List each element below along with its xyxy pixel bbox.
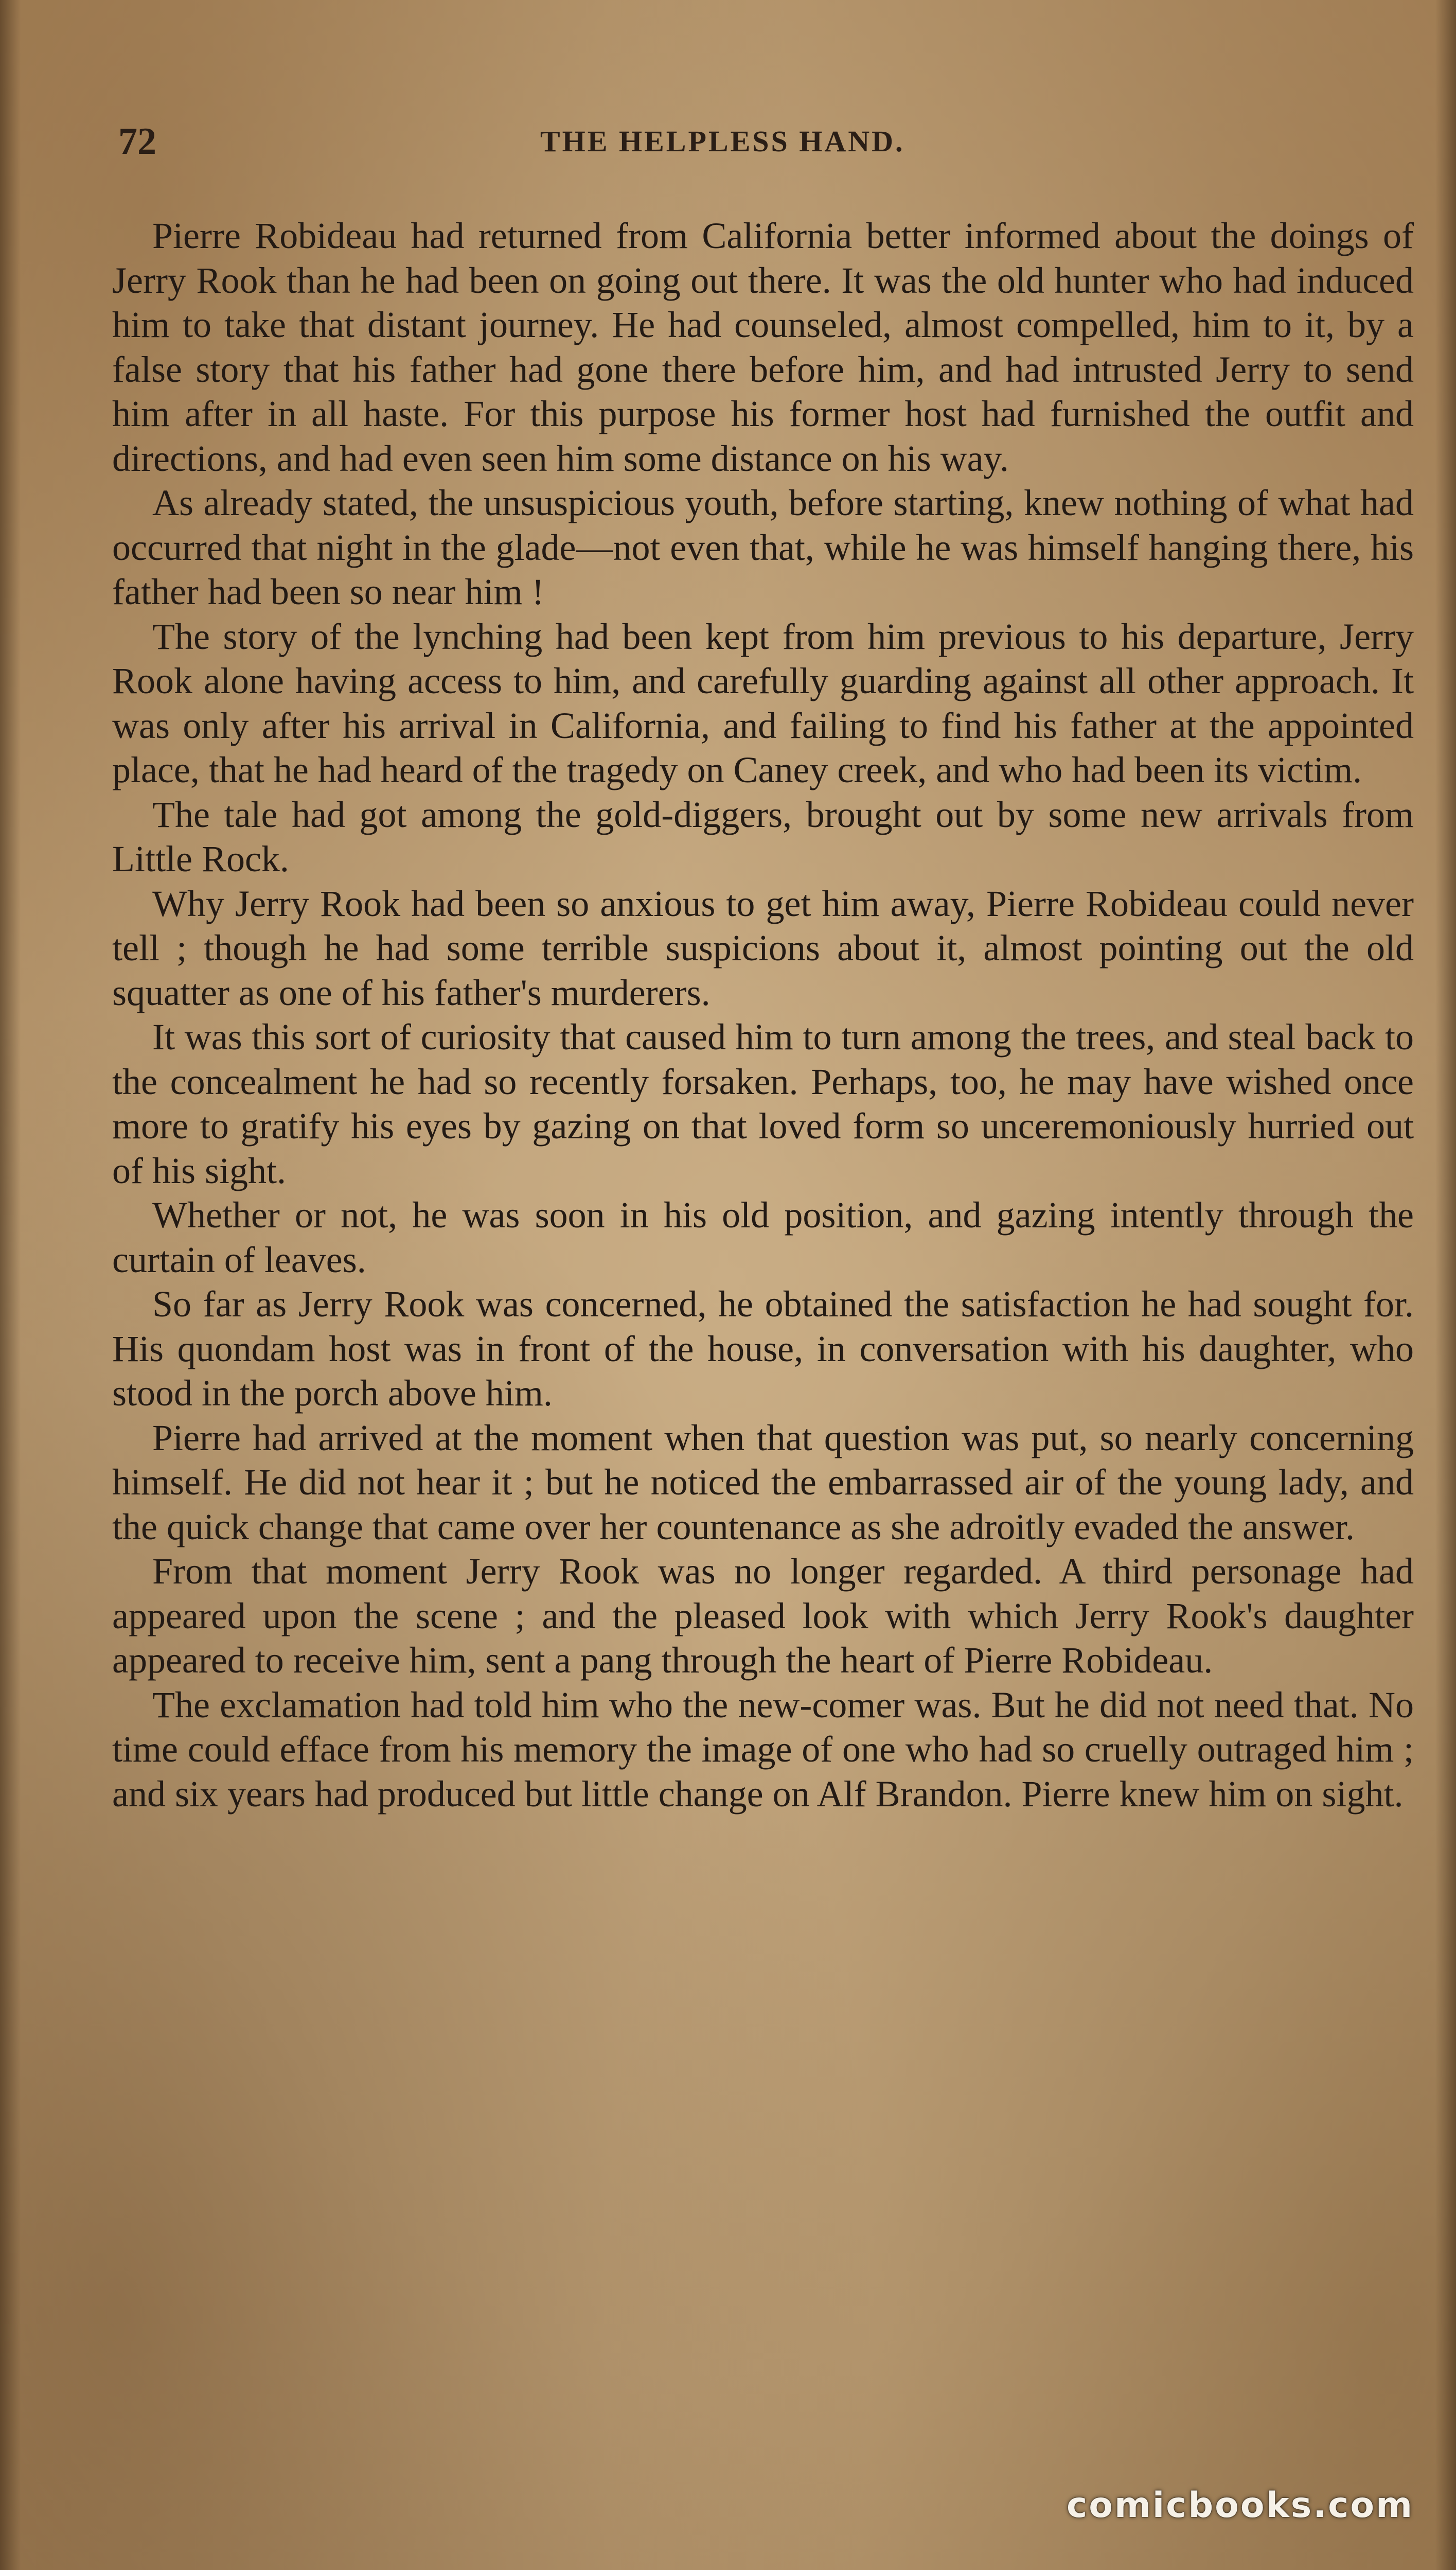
paragraph-10: From that moment Jerry Rook was no longer regarded. A third personage had appeared upon the scene ; and the pleased look with which Jerry Rook's daughter appeared to receive him, sent a pang through the heart of Pierre Robideau. [112, 1551, 1414, 1681]
paragraph-11: The exclamation had told him who the new-comer was. But he did not need that. No time could efface from his memory the image of one who had so cruelly outraged him ; and six years had produced but little change on Alf Brandon. Pierre knew him on sight. [112, 1684, 1414, 1815]
paragraph-1: Pierre Robideau had returned from California better informed about the doings of Jerry Rook than he had been on going out there. It was the old hunter who had induced him to take that distant journey. He had counseled, almost compelled, him to it, by a false story that his father had gone there before him, and had intrusted Jerry to send him after in all haste. For this purpose his former host had furnished the outfit and directions, and had even seen him some distance on his way. [112, 215, 1414, 479]
paragraph-5: Why Jerry Rook had been so anxious to get him away, Pierre Robideau could never tell ; though he had some terrible suspicions about it, almost pointing out the old squatter as one of his father's murderers. [112, 883, 1414, 1013]
page-shadow-left [0, 0, 21, 2570]
page-number: 72 [118, 120, 156, 163]
page-header [118, 118, 1415, 165]
watermark: comicbooks.com [1066, 2485, 1414, 2526]
paragraph-8: So far as Jerry Rook was concerned, he obtained the satisfaction he had sought for. His quondam host was in front of the house, in conversation with his daughter, who stood in the porch above him. [112, 1283, 1414, 1414]
running-title: THE HELPLESS HAND. [540, 125, 905, 158]
paragraph-6: It was this sort of curiosity that caused him to turn among the trees, and steal back to the concealment he had so recently forsaken. Perhaps, too, he may have wished once more to gratify his eyes by gazing on that loved form so unceremoniously hurried out of his sight. [112, 1016, 1414, 1191]
paragraph-9: Pierre had arrived at the moment when that question was put, so nearly concerning himself. He did not hear it ; but he noticed the embarrassed air of the young lady, and the quick change that came over her countenance as she adroitly evaded the answer. [112, 1417, 1414, 1547]
paragraph-7: Whether or not, he was soon in his old position, and gazing intently through the curtain of leaves. [112, 1194, 1414, 1280]
paragraph-2: As already stated, the unsuspicious youth, before starting, knew nothing of what had occurred that night in the glade—not even that, while he was himself hanging there, his father had been so near him ! [112, 482, 1414, 612]
body-text [112, 214, 1414, 1816]
paragraph-3: The story of the lynching had been kept from him previous to his departure, Jerry Rook alone having access to him, and carefully guarding against all other approach. It was only after his arrival in California, and failing to find his father at the appointed place, that he had heard of the tragedy on Caney creek, and who had been its victim. [112, 615, 1414, 790]
paragraph-4: The tale had got among the gold-diggers, brought out by some new arrivals from Little Rock. [112, 794, 1414, 879]
page-shadow-right [1435, 0, 1456, 2570]
